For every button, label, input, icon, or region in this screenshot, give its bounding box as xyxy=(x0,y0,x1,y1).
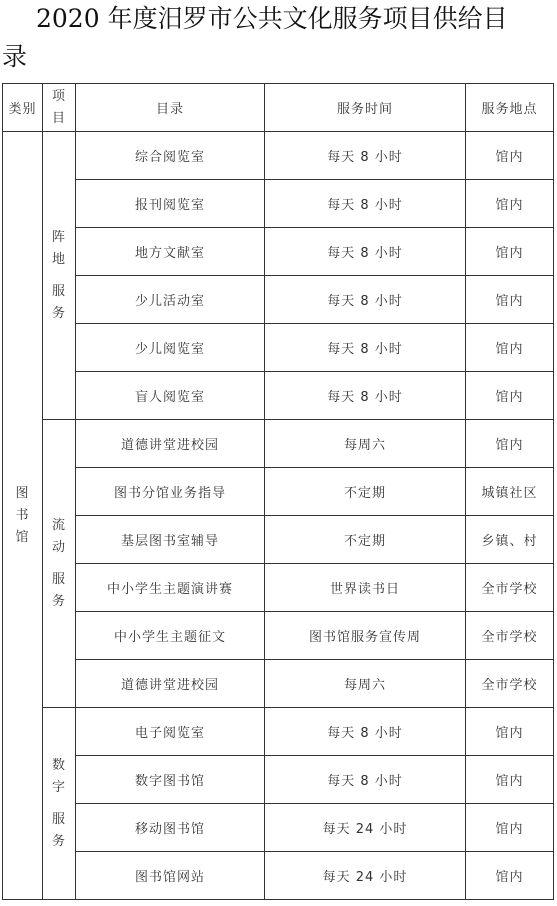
group-cell-fixed: 阵地 服务 xyxy=(43,132,76,420)
catalog-name: 综合阅览室 xyxy=(76,132,265,180)
service-time: 每天 8 小时 xyxy=(265,756,466,804)
catalog-name: 图书馆网站 xyxy=(76,852,265,900)
table-row xyxy=(3,132,554,180)
catalog-name: 图书分馆业务指导 xyxy=(76,468,265,516)
catalog-name: 中小学生主题演讲赛 xyxy=(76,564,265,612)
table-row xyxy=(3,372,554,420)
category-cell: 图书馆 xyxy=(3,132,43,900)
header-item: 项目 xyxy=(43,84,76,132)
table-row xyxy=(3,612,554,660)
catalog-name: 少儿活动室 xyxy=(76,276,265,324)
page-title xyxy=(0,0,557,76)
service-time: 每天 8 小时 xyxy=(265,708,466,756)
title-line-1: 2020 年度汨罗市公共文化服务项目供给目 xyxy=(36,4,508,33)
catalog-name: 移动图书馆 xyxy=(76,804,265,852)
catalog-name: 数字图书馆 xyxy=(76,756,265,804)
catalog-name: 基层图书室辅导 xyxy=(76,516,265,564)
service-time: 每天 24 小时 xyxy=(265,804,466,852)
service-place: 全市学校 xyxy=(466,660,554,708)
service-place: 馆内 xyxy=(466,852,554,900)
service-place: 馆内 xyxy=(466,276,554,324)
service-place: 全市学校 xyxy=(466,612,554,660)
group-cell-mobile: 流动 服务 xyxy=(43,420,76,708)
table-row xyxy=(3,468,554,516)
catalog-name: 道德讲堂进校园 xyxy=(76,660,265,708)
service-place: 全市学校 xyxy=(466,564,554,612)
service-time: 每天 8 小时 xyxy=(265,132,466,180)
service-time: 不定期 xyxy=(265,468,466,516)
table-row xyxy=(3,420,554,468)
catalog-name: 少儿阅览室 xyxy=(76,324,265,372)
service-place: 馆内 xyxy=(466,180,554,228)
service-time: 每天 24 小时 xyxy=(265,852,466,900)
catalog-name: 电子阅览室 xyxy=(76,708,265,756)
service-place: 馆内 xyxy=(466,420,554,468)
table-row xyxy=(3,516,554,564)
table-row xyxy=(3,180,554,228)
title-line-2: 录 xyxy=(2,42,28,71)
catalog-name: 道德讲堂进校园 xyxy=(76,420,265,468)
table-row xyxy=(3,228,554,276)
service-time: 每周六 xyxy=(265,660,466,708)
service-time: 每天 8 小时 xyxy=(265,324,466,372)
header-catalog: 目录 xyxy=(76,84,265,132)
table-header-row xyxy=(3,84,554,132)
service-catalog-table xyxy=(2,83,554,900)
catalog-name: 报刊阅览室 xyxy=(76,180,265,228)
group-cell-digital: 数字 服务 xyxy=(43,708,76,900)
table-row xyxy=(3,276,554,324)
service-place: 馆内 xyxy=(466,228,554,276)
service-place: 馆内 xyxy=(466,324,554,372)
service-place: 馆内 xyxy=(466,132,554,180)
table-row xyxy=(3,324,554,372)
service-time: 不定期 xyxy=(265,516,466,564)
table-row xyxy=(3,708,554,756)
catalog-name: 盲人阅览室 xyxy=(76,372,265,420)
service-time: 每天 8 小时 xyxy=(265,180,466,228)
table-row xyxy=(3,660,554,708)
catalog-name: 地方文献室 xyxy=(76,228,265,276)
service-place: 馆内 xyxy=(466,756,554,804)
service-time: 图书馆服务宣传周 xyxy=(265,612,466,660)
table-row xyxy=(3,564,554,612)
header-time: 服务时间 xyxy=(265,84,466,132)
service-time: 世界读书日 xyxy=(265,564,466,612)
service-place: 馆内 xyxy=(466,372,554,420)
service-place: 乡镇、村 xyxy=(466,516,554,564)
service-place: 馆内 xyxy=(466,708,554,756)
service-place: 城镇社区 xyxy=(466,468,554,516)
table-row xyxy=(3,852,554,900)
service-time: 每天 8 小时 xyxy=(265,372,466,420)
service-place: 馆内 xyxy=(466,804,554,852)
service-time: 每天 8 小时 xyxy=(265,276,466,324)
service-time: 每天 8 小时 xyxy=(265,228,466,276)
header-category: 类别 xyxy=(3,84,43,132)
header-place: 服务地点 xyxy=(466,84,554,132)
service-time: 每周六 xyxy=(265,420,466,468)
catalog-name: 中小学生主题征文 xyxy=(76,612,265,660)
table-row xyxy=(3,756,554,804)
table-row xyxy=(3,804,554,852)
